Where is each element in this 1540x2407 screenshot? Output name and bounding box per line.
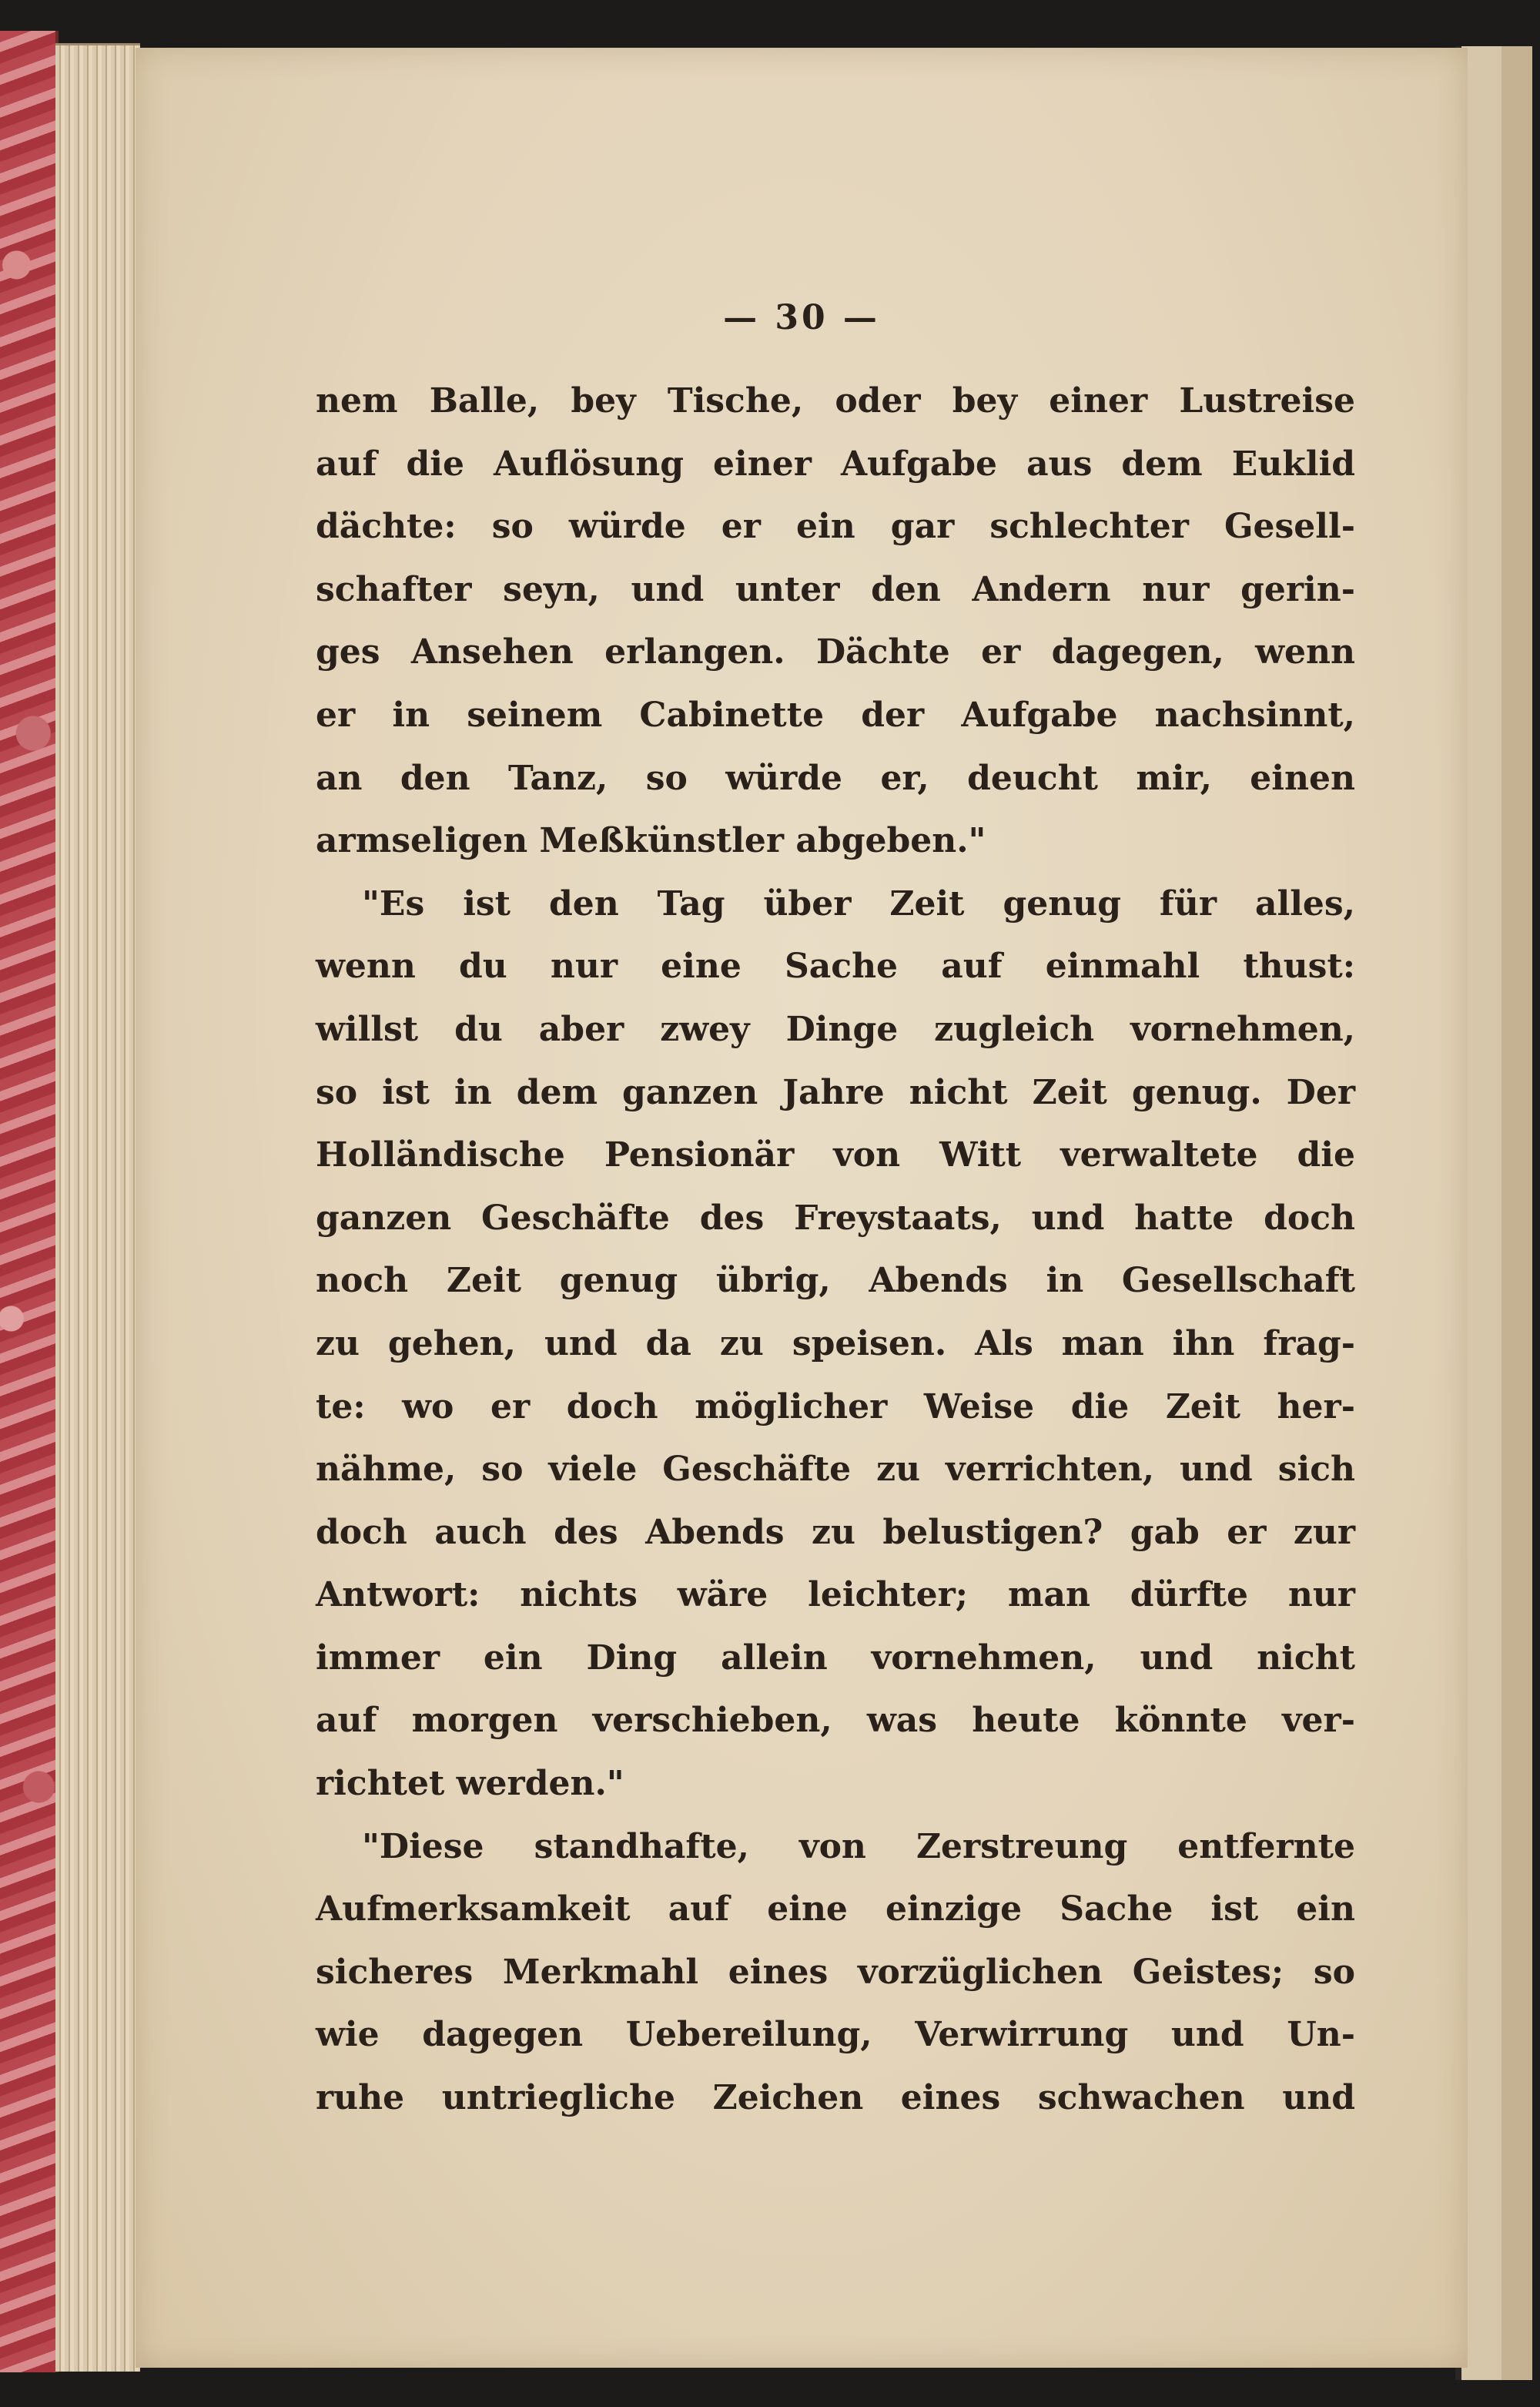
text-line: ruhe untriegliche Zeichen eines schwachen und bbox=[316, 2078, 1355, 2118]
text-line: so ist in dem ganzen Jahre nicht Zeit genug. Der bbox=[316, 1072, 1355, 1112]
text-line: richtet werden." bbox=[316, 1764, 624, 1804]
text-line: sicheres Merkmahl eines vorzüglichen Geistes; so bbox=[316, 1952, 1355, 1992]
text-line: te: wo er doch möglicher Weise die Zeit her- bbox=[316, 1386, 1355, 1426]
text-line: Aufmerksamkeit auf eine einzige Sache ist ein bbox=[316, 1889, 1355, 1929]
text-line: er in seinem Cabinette der Aufgabe nachsinnt, bbox=[316, 695, 1355, 735]
text-line: wie dagegen Uebereilung, Verwirrung und Un- bbox=[316, 2015, 1355, 2055]
page-text bbox=[316, 370, 1355, 2130]
text-line: nähme, so viele Geschäfte zu verrichten, und sich bbox=[316, 1450, 1355, 1490]
text-line: zu gehen, und da zu speisen. Als man ihn frag- bbox=[316, 1323, 1355, 1363]
book-page bbox=[136, 48, 1468, 2368]
text-line: armseligen Meßkünstler abgeben." bbox=[316, 821, 986, 861]
text-line: Holländische Pensionär von Witt verwaltete die bbox=[316, 1135, 1355, 1175]
text-line: immer ein Ding allein vornehmen, und nicht bbox=[316, 1638, 1355, 1678]
text-line: "Diese standhafte, von Zerstreung entfernte bbox=[362, 1826, 1355, 1866]
text-line: auf morgen verschieben, was heute könnte ver- bbox=[316, 1701, 1355, 1741]
text-line: an den Tanz, so würde er, deucht mir, einen bbox=[316, 758, 1355, 798]
text-line: noch Zeit genug übrig, Abends in Gesellschaft bbox=[316, 1261, 1355, 1301]
text-line: wenn du nur eine Sache auf einmahl thust: bbox=[316, 947, 1355, 987]
text-line: "Es ist den Tag über Zeit genug für alles, bbox=[362, 883, 1355, 924]
text-line: nem Balle, bey Tische, oder bey einer Lustreise bbox=[316, 381, 1355, 421]
text-line: auf die Auflösung einer Aufgabe aus dem Euklid bbox=[316, 444, 1355, 484]
text-line: dächte: so würde er ein gar schlechter Gesell- bbox=[316, 507, 1355, 547]
text-line: schafter seyn, und unter den Andern nur gerin- bbox=[316, 569, 1355, 609]
text-line: ges Ansehen erlangen. Dächte er dagegen, wenn bbox=[316, 632, 1355, 672]
text-line: doch auch des Abends zu belustigen? gab er zur bbox=[316, 1512, 1355, 1552]
text-line: Antwort: nichts wäre leichter; man dürfte nur bbox=[316, 1575, 1355, 1615]
page-edges bbox=[55, 43, 140, 2372]
right-cover-edge bbox=[1455, 46, 1540, 2380]
page-number: — 30 — bbox=[723, 298, 880, 337]
marbled-cover bbox=[0, 31, 59, 2372]
text-line: ganzen Geschäfte des Freystaats, und hatte doch bbox=[316, 1198, 1355, 1238]
text-line: willst du aber zwey Dinge zugleich vornehmen, bbox=[316, 1009, 1355, 1049]
